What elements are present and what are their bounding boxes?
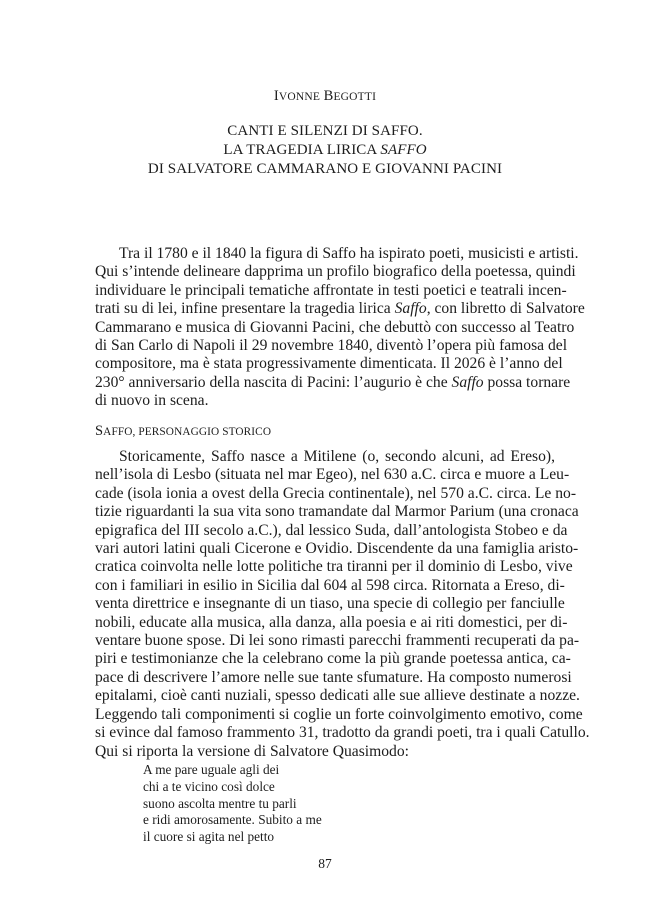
section-heading: SAFFO, PERSONAGGIO STORICO	[95, 423, 272, 439]
text-line: Qui s’intende delineare dapprima un profilo biografico della poetessa, quindi	[95, 263, 576, 281]
text-line: vari autori latini quali Cicerone e Ovidio. Discendente da una famiglia aristo-	[95, 540, 579, 558]
text-line: pace di descrivere l’amore nelle sue tante sfumature. Ha composto numerosi	[95, 668, 572, 686]
page-number: 87	[318, 856, 332, 871]
text-line: nobili, educate alla musica, alla danza, alla poesia e ai riti domestici, per di-	[95, 613, 568, 631]
body-paragraph	[95, 448, 590, 761]
poem-line: suono ascolta mentre tu parli	[143, 795, 297, 811]
text-line: tizie riguardanti la sua vita sono tramandate dal Marmor Parium (una cronaca	[95, 503, 579, 521]
text-line: ventare buone spose. Di lei sono rimasti parecchi frammenti recuperati da pa-	[95, 632, 580, 650]
text-line: cade (isola ionia a ovest della Grecia continentale), nel 570 a.C. circa. Le no-	[95, 484, 577, 502]
title-line: CANTI E SILENZI DI SAFFO.	[227, 123, 423, 139]
poem-line: chi a te vicino così dolce	[143, 778, 275, 794]
text-line: Cammarano e musica di Giovanni Pacini, che debuttò con successo al Teatro	[95, 318, 575, 336]
text-line: venta direttrice e insegnante di un tiaso, una specie di collegio per fanciulle	[95, 595, 565, 613]
poem-quotation	[143, 762, 322, 846]
text-line: trati su di lei, infine presentare la tragedia lirica Saffo, con libretto di Salvatore	[95, 300, 585, 318]
title-line: LA TRAGEDIA LIRICA SAFFO	[223, 142, 427, 158]
text-line: epigrafica del III secolo a.C.), dal lessico Suda, dall’antologista Stobeo e da	[95, 521, 568, 539]
text-line: di nuovo in scena.	[95, 392, 209, 410]
text-line: compositore, ma è stata progressivamente dimenticata. Il 2026 è l’anno del	[95, 355, 563, 373]
text-line: individuare le principali tematiche affrontate in testi poetici e teatrali incen-	[95, 281, 567, 299]
article-title	[0, 122, 650, 179]
text-line: 230° anniversario della nascita di Pacini: l’augurio è che Saffo possa tornare	[95, 373, 571, 391]
text-line: Qui si riporta la versione di Salvatore Quasimodo:	[95, 742, 409, 760]
text-line: con i familiari in esilio in Sicilia dal 604 al 598 circa. Ritornata a Ereso, di-	[95, 576, 565, 594]
poem-line: A me pare uguale agli dei	[143, 762, 280, 777]
poem-line: il cuore si agita nel petto	[143, 829, 275, 845]
text-line: Leggendo tali componimenti si coglie un forte coinvolgimento emotivo, come	[95, 705, 583, 723]
title-line: DI SALVATORE CAMMARANO E GIOVANNI PACINI	[147, 161, 503, 177]
text-line: di San Carlo di Napoli il 29 novembre 1840, diventò l’opera più famosa del	[95, 337, 568, 355]
text-line: epitalami, cioè canti nuziali, spesso dedicati alle sue allieve destinate a nozze.	[95, 687, 580, 705]
author-name: IVONNE BEGOTTI	[273, 88, 377, 104]
text-line: si evince dal famoso frammento 31, tradotto da grandi poeti, tra i quali Catullo.	[95, 724, 590, 742]
text-line: nell’isola di Lesbo (situata nel mar Egeo), nel 630 a.C. circa e muore a Leu-	[95, 466, 570, 484]
text-line: Storicamente, Saffo nasce a Mitilene (o, secondo alcuni, ad Ereso),	[119, 448, 555, 465]
text-line: cratica coinvolta nelle lotte politiche tra tiranni per il dominio di Lesbo, vive	[95, 558, 573, 576]
intro-paragraph	[95, 245, 585, 411]
poem-line: e ridi amorosamente. Subito a me	[143, 812, 322, 828]
text-line: Tra il 1780 e il 1840 la figura di Saffo ha ispirato poeti, musicisti e artisti.	[119, 245, 579, 262]
text-line: piri e testimonianze che la celebrano come la più grande poetessa antica, ca-	[95, 650, 571, 668]
